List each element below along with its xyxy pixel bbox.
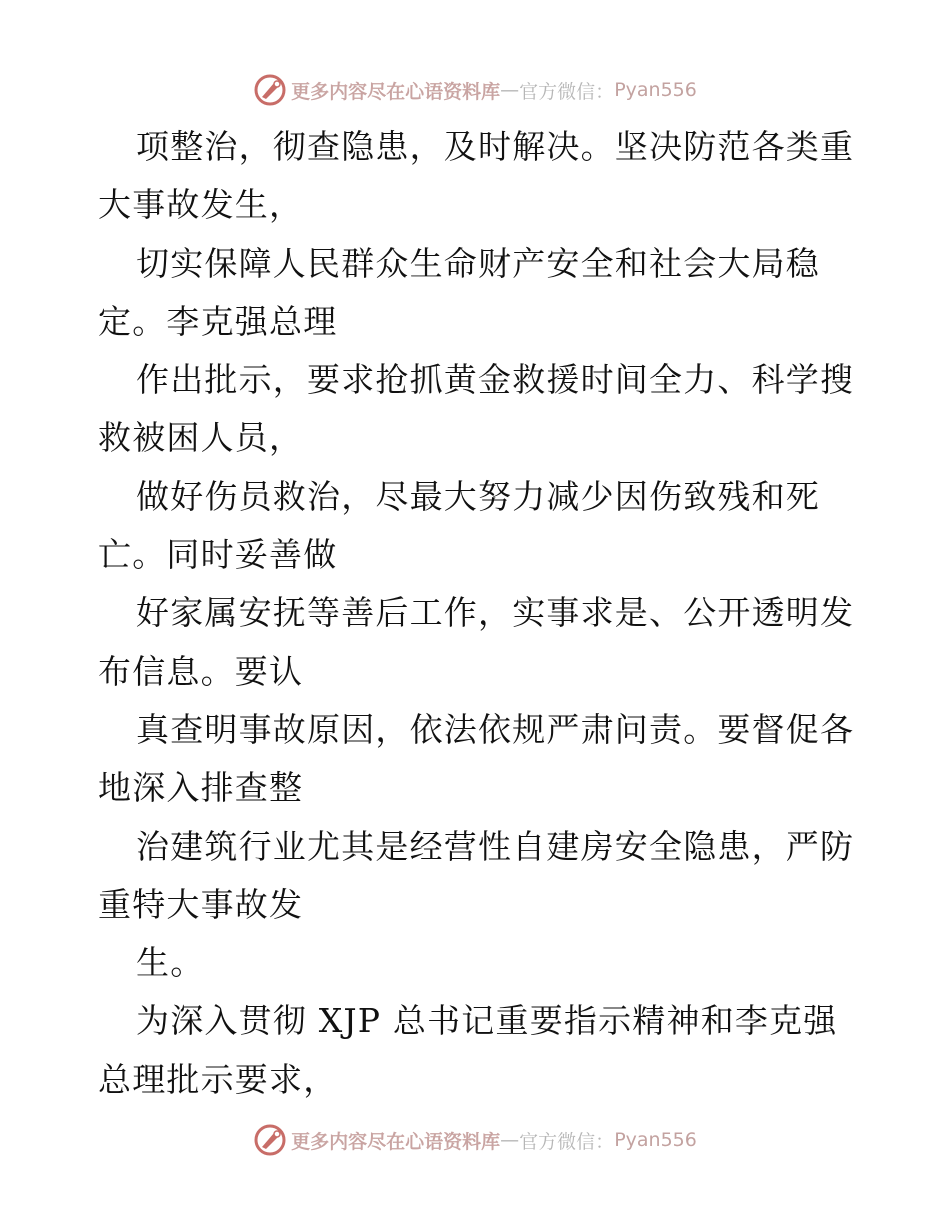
text-line: 治建筑行业尤其是经营性自建房安全隐患，严防: [136, 826, 855, 866]
text-line: 作出批示，要求抢抓黄金救援时间全力、科学搜: [136, 360, 855, 400]
text-line: 项整治，彻查隐患，及时解决。坚决防范各类重: [136, 127, 855, 166]
watermark-contact-id: Pyan556: [614, 1129, 697, 1151]
text-line: 做好伤员救治，尽最大努力减少因伤致残和死: [136, 476, 820, 516]
watermark-main-text: 更多内容尽在心语资料库: [291, 80, 501, 103]
footer-watermark: [0, 1120, 950, 1160]
text-line: 亡。同时妥善做: [98, 535, 338, 575]
text-line: 好家属安抚等善后工作，实事求是、公开透明发: [136, 593, 855, 633]
watermark-separator: —: [500, 79, 520, 101]
text-line: 定。李克强总理: [98, 301, 338, 341]
watermark-contact-id: Pyan556: [614, 79, 697, 101]
library-logo-icon: [253, 1123, 287, 1157]
text-line: 总理批示要求，: [98, 1059, 338, 1099]
text-line: 布信息。要认: [98, 651, 304, 691]
text-line: 大事故发生，: [98, 185, 304, 225]
watermark-separator: —: [500, 1129, 520, 1151]
text-line: 为深入贯彻 XJP 总书记重要指示精神和李克强: [136, 1001, 838, 1041]
watermark-main-text: 更多内容尽在心语资料库: [291, 1130, 501, 1153]
text-line: 重特大事故发: [98, 884, 304, 924]
text-line: 生。: [136, 943, 205, 983]
text-line: 地深入排查整: [98, 768, 304, 808]
watermark-contact-label: 官方微信：: [519, 1130, 615, 1153]
text-line: 切实保障人民群众生命财产安全和社会大局稳: [136, 243, 820, 283]
watermark-contact-label: 官方微信：: [519, 80, 615, 103]
library-logo-icon: [253, 73, 287, 107]
text-line: 真查明事故原因，依法依规严肃问责。要督促各: [136, 709, 855, 749]
document-body: [98, 118, 858, 1109]
text-line: 救被困人员，: [98, 418, 304, 458]
header-watermark: [0, 70, 950, 110]
